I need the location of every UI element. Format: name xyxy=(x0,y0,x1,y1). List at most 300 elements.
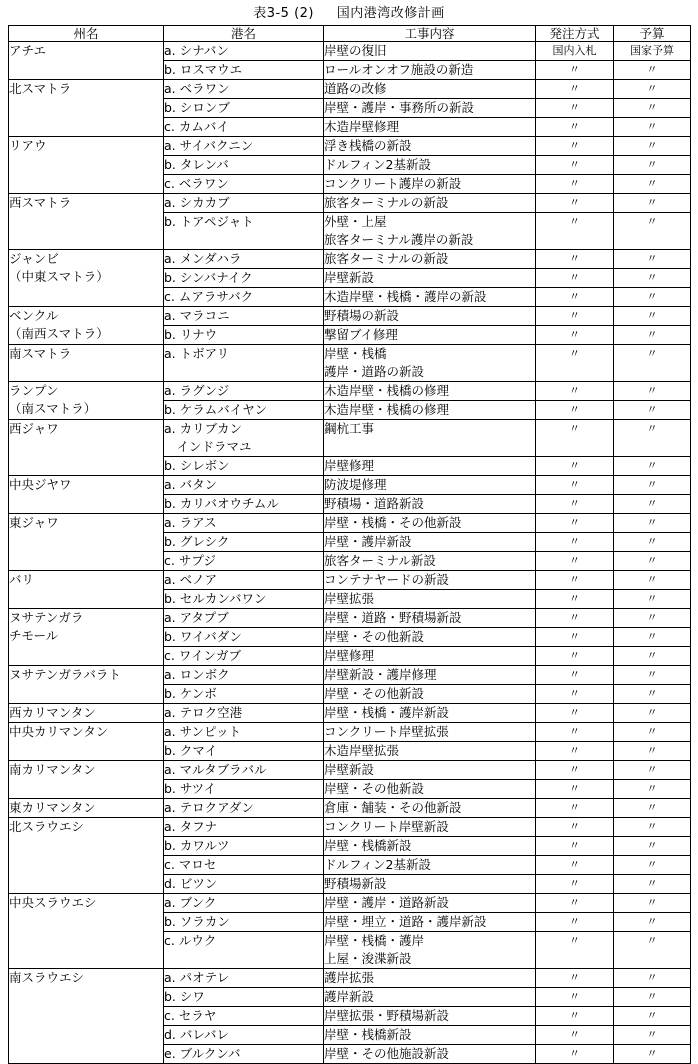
work-content-line: 倉庫・舗装・その他新設 xyxy=(324,800,462,815)
budget xyxy=(614,420,691,457)
table-row xyxy=(9,609,691,628)
table-row xyxy=(9,80,691,99)
province-name xyxy=(9,476,164,514)
work-content xyxy=(324,326,536,345)
order-method xyxy=(536,818,614,837)
budget xyxy=(614,514,691,533)
port-name-line: c. ワインガブ xyxy=(164,648,241,663)
work-content xyxy=(324,704,536,723)
budget-line: 〃 xyxy=(646,328,658,341)
budget-line: 〃 xyxy=(646,687,658,700)
work-content xyxy=(324,932,536,969)
budget-line: 〃 xyxy=(646,82,658,95)
port-name-line: c. サプジ xyxy=(164,553,216,568)
work-content xyxy=(324,818,536,837)
table-row xyxy=(9,250,691,269)
order-method xyxy=(536,628,614,647)
table-row xyxy=(9,307,691,326)
province-name xyxy=(9,307,164,345)
order-method xyxy=(536,533,614,552)
port-name-line: a. トボアリ xyxy=(164,346,230,361)
budget xyxy=(614,628,691,647)
port-name xyxy=(164,628,324,647)
work-content-line: 旅客ターミナルの新設 xyxy=(324,251,449,266)
budget-line: 〃 xyxy=(646,177,658,190)
port-name-line: b. ロスマウエ xyxy=(164,62,243,77)
order-method-line: 〃 xyxy=(569,139,580,152)
order-method-line: 〃 xyxy=(569,215,580,228)
port-name-line: a. サイバクニン xyxy=(164,138,254,153)
order-method xyxy=(536,194,614,213)
port-name-line: b. カリバオウチムル xyxy=(164,496,279,511)
port-name-line: b. シレボン xyxy=(164,458,230,473)
work-content-line: 木造岸壁拡張 xyxy=(324,743,400,758)
budget-line: 〃 xyxy=(646,139,658,152)
port-name xyxy=(164,837,324,856)
order-method xyxy=(536,156,614,175)
port-name xyxy=(164,514,324,533)
port-name-line: d. バレバレ xyxy=(164,1027,230,1042)
province-line: 中央ジヤワ xyxy=(9,477,72,492)
port-name-line: b. ケラムバイヤン xyxy=(164,402,268,417)
budget-line: 〃 xyxy=(646,820,658,833)
port-name-line: b. ケンボ xyxy=(164,686,217,701)
work-content xyxy=(324,61,536,80)
budget xyxy=(614,326,691,345)
order-method-line: 〃 xyxy=(569,934,580,947)
province-line: 南スラウエシ xyxy=(9,970,85,985)
header-province: 州名 xyxy=(9,26,164,42)
work-content xyxy=(324,856,536,875)
table-body xyxy=(9,42,691,1064)
province-line: 南スマトラ xyxy=(9,346,72,361)
work-content xyxy=(324,345,536,382)
province-line: 北スマトラ xyxy=(9,81,72,96)
work-content xyxy=(324,401,536,420)
budget-line: 〃 xyxy=(646,252,658,265)
province-line: 西スマトラ xyxy=(9,195,72,210)
order-method xyxy=(536,514,614,533)
order-method-line: 〃 xyxy=(569,252,580,265)
work-content xyxy=(324,875,536,894)
budget xyxy=(614,213,691,250)
port-name-line: b. グレシク xyxy=(164,534,230,549)
order-method-line: 〃 xyxy=(569,271,580,284)
province-line: チモール xyxy=(9,628,59,643)
table-row xyxy=(9,723,691,742)
work-content-line: 岸壁新設・護岸修理 xyxy=(324,667,437,682)
work-content-line: 岸壁・桟橋 xyxy=(324,346,387,361)
work-content-line: 岸壁・桟橋・その他新設 xyxy=(324,515,462,530)
port-name xyxy=(164,307,324,326)
order-method-line: 〃 xyxy=(569,915,580,928)
work-content xyxy=(324,382,536,401)
port-name xyxy=(164,875,324,894)
order-method-line: 〃 xyxy=(569,630,580,643)
order-method xyxy=(536,571,614,590)
province-name xyxy=(9,609,164,666)
table-row xyxy=(9,420,691,457)
port-name xyxy=(164,99,324,118)
budget-line: 〃 xyxy=(646,763,658,776)
order-method-line: 〃 xyxy=(569,158,580,171)
budget xyxy=(614,288,691,307)
budget-line: 〃 xyxy=(646,63,658,76)
work-content-line: コンクリート岸壁新設 xyxy=(324,819,449,834)
order-method xyxy=(536,401,614,420)
province-line: 中央カリマンタン xyxy=(9,724,109,739)
order-method xyxy=(536,61,614,80)
province-name xyxy=(9,382,164,420)
order-method xyxy=(536,799,614,818)
budget-line: 〃 xyxy=(646,573,658,586)
work-content xyxy=(324,420,536,457)
table-row xyxy=(9,799,691,818)
port-name xyxy=(164,118,324,137)
budget xyxy=(614,761,691,780)
port-name-line: c. ベラワン xyxy=(164,176,229,191)
port-name-line: a. テロクアダン xyxy=(164,800,254,815)
province-name xyxy=(9,818,164,894)
order-method xyxy=(536,326,614,345)
budget xyxy=(614,175,691,194)
port-name xyxy=(164,250,324,269)
port-name-line: c. カムバイ xyxy=(164,119,229,134)
port-improvement-table xyxy=(8,25,691,1064)
budget-line: 〃 xyxy=(646,101,658,114)
port-name xyxy=(164,969,324,988)
port-name xyxy=(164,345,324,382)
order-method-line: 〃 xyxy=(569,820,580,833)
port-name xyxy=(164,685,324,704)
budget xyxy=(614,80,691,99)
table-row xyxy=(9,476,691,495)
order-method-line: 〃 xyxy=(569,177,580,190)
budget-line: 〃 xyxy=(646,384,658,397)
port-name-line: b. サツイ xyxy=(164,781,217,796)
port-name xyxy=(164,401,324,420)
order-method xyxy=(536,988,614,1007)
province-name xyxy=(9,894,164,969)
province-name xyxy=(9,723,164,761)
table-row xyxy=(9,761,691,780)
order-method xyxy=(536,420,614,457)
work-content xyxy=(324,476,536,495)
budget-line: 〃 xyxy=(646,120,658,133)
port-name xyxy=(164,590,324,609)
table-row xyxy=(9,42,691,61)
order-method-line: 〃 xyxy=(569,1028,580,1041)
province-line: 中央スラウエシ xyxy=(9,895,97,910)
budget xyxy=(614,685,691,704)
port-name-line: a. カリブカン xyxy=(164,421,242,436)
work-content xyxy=(324,307,536,326)
budget-line: 〃 xyxy=(646,934,658,947)
port-name xyxy=(164,382,324,401)
order-method xyxy=(536,42,614,61)
budget-line: 〃 xyxy=(646,611,658,624)
order-method-line: 〃 xyxy=(569,347,580,360)
order-method-line: 〃 xyxy=(569,328,580,341)
work-content-line: 岸壁・その他新設 xyxy=(324,686,425,701)
order-method-line: 〃 xyxy=(569,782,580,795)
budget xyxy=(614,1007,691,1026)
order-method xyxy=(536,288,614,307)
order-method-line: 〃 xyxy=(569,573,580,586)
work-content-line: 岸壁・その他施設新設 xyxy=(324,1046,450,1061)
order-method-line: 〃 xyxy=(569,744,580,757)
port-name-line: a. サンピット xyxy=(164,724,241,739)
order-method-line: 〃 xyxy=(569,459,580,472)
order-method-line: 〃 xyxy=(569,668,580,681)
order-method-line: 〃 xyxy=(569,422,580,435)
work-content-line: 岸壁修理 xyxy=(324,648,375,663)
province-name xyxy=(9,969,164,1064)
province-line: （南西スマトラ） xyxy=(9,326,109,341)
port-name xyxy=(164,571,324,590)
work-content-line: 木造岸壁・桟橋の修理 xyxy=(324,383,450,398)
province-line: ヌサテンガラバラト xyxy=(9,667,121,682)
budget-line: 〃 xyxy=(646,271,658,284)
work-content-line: 道路の改修 xyxy=(324,81,387,96)
work-content-line: 野積場・道路新設 xyxy=(324,496,425,511)
budget xyxy=(614,457,691,476)
work-content-line: 木造岸壁修理 xyxy=(324,119,400,134)
province-name xyxy=(9,514,164,571)
work-content-line: コンテナヤードの新設 xyxy=(324,572,450,587)
province-name xyxy=(9,420,164,476)
budget xyxy=(614,137,691,156)
budget-line: 〃 xyxy=(646,290,658,303)
port-name xyxy=(164,647,324,666)
budget-line: 〃 xyxy=(646,196,658,209)
work-content xyxy=(324,988,536,1007)
order-method-line: 〃 xyxy=(569,611,580,624)
budget-line: 〃 xyxy=(646,347,658,360)
budget-line: 〃 xyxy=(646,535,658,548)
port-name xyxy=(164,552,324,571)
port-name xyxy=(164,42,324,61)
order-method-line: 〃 xyxy=(569,516,580,529)
order-method-line: 〃 xyxy=(569,971,580,984)
budget xyxy=(614,704,691,723)
order-method xyxy=(536,685,614,704)
port-name-line: e. ブルクンバ xyxy=(164,1046,241,1061)
port-name-line: b. シンバナイク xyxy=(164,270,253,285)
budget-line: 〃 xyxy=(646,801,658,814)
budget-line: 〃 xyxy=(646,706,658,719)
port-name-line: b. タレンバ xyxy=(164,157,229,172)
work-content xyxy=(324,194,536,213)
port-name-line: b. シワ xyxy=(164,989,205,1004)
province-name xyxy=(9,666,164,704)
work-content xyxy=(324,837,536,856)
order-method xyxy=(536,666,614,685)
order-method xyxy=(536,932,614,969)
budget-line: 〃 xyxy=(646,971,658,984)
order-method xyxy=(536,250,614,269)
work-content-line: 旅客ターミナル護岸の新設 xyxy=(324,232,474,247)
province-name xyxy=(9,250,164,307)
header-port: 港名 xyxy=(164,26,324,42)
work-content-line: 木造岸壁・桟橋・護岸の新設 xyxy=(324,289,487,304)
port-name xyxy=(164,61,324,80)
budget-line: 〃 xyxy=(646,478,658,491)
order-method xyxy=(536,704,614,723)
order-method xyxy=(536,969,614,988)
port-name xyxy=(164,818,324,837)
table-row xyxy=(9,969,691,988)
port-name-line: a. シカカブ xyxy=(164,195,230,210)
header-method: 発注方式 xyxy=(536,26,614,42)
budget-line: 〃 xyxy=(646,668,658,681)
order-method xyxy=(536,780,614,799)
port-name xyxy=(164,1026,324,1045)
work-content xyxy=(324,175,536,194)
budget-line: 〃 xyxy=(646,1047,658,1060)
budget-line: 〃 xyxy=(646,403,658,416)
port-name xyxy=(164,457,324,476)
budget xyxy=(614,875,691,894)
order-method xyxy=(536,476,614,495)
budget-line: 〃 xyxy=(646,877,658,890)
budget-line: 〃 xyxy=(646,215,658,228)
order-method-line: 〃 xyxy=(569,839,580,852)
work-content xyxy=(324,969,536,988)
table-row xyxy=(9,818,691,837)
work-content xyxy=(324,269,536,288)
work-content xyxy=(324,894,536,913)
work-content xyxy=(324,457,536,476)
work-content-line: ロールオンオフ施設の新造 xyxy=(324,62,474,77)
order-method-line: 〃 xyxy=(569,858,580,871)
province-name xyxy=(9,704,164,723)
order-method xyxy=(536,382,614,401)
budget xyxy=(614,1045,691,1064)
port-name xyxy=(164,156,324,175)
work-content xyxy=(324,495,536,514)
province-name xyxy=(9,194,164,250)
work-content xyxy=(324,156,536,175)
budget xyxy=(614,194,691,213)
budget xyxy=(614,799,691,818)
port-name-line: a. ベラワン xyxy=(164,81,230,96)
port-name-line: d. ビツン xyxy=(164,876,218,891)
province-line: 東ジャワ xyxy=(9,515,59,530)
budget xyxy=(614,780,691,799)
budget-line: 〃 xyxy=(646,459,658,472)
table-row xyxy=(9,704,691,723)
order-method-line: 〃 xyxy=(569,63,580,76)
work-content xyxy=(324,213,536,250)
order-method xyxy=(536,495,614,514)
budget-line: 〃 xyxy=(646,554,658,567)
port-name xyxy=(164,194,324,213)
province-name xyxy=(9,42,164,80)
budget xyxy=(614,42,691,61)
order-method-line: 〃 xyxy=(569,706,580,719)
order-method xyxy=(536,913,614,932)
work-content xyxy=(324,533,536,552)
budget-line: 〃 xyxy=(646,725,658,738)
order-method-line: 〃 xyxy=(569,196,580,209)
order-method-line: 〃 xyxy=(569,687,580,700)
order-method xyxy=(536,137,614,156)
order-method-line: 〃 xyxy=(569,1009,580,1022)
province-line: アチエ xyxy=(9,43,47,58)
work-content-line: ドルフィン2基新設 xyxy=(324,157,431,172)
budget xyxy=(614,913,691,932)
work-content xyxy=(324,80,536,99)
province-name xyxy=(9,571,164,609)
budget xyxy=(614,495,691,514)
port-name-line: a. テロク空港 xyxy=(164,705,243,720)
province-line: 南カリマンタン xyxy=(9,762,96,777)
budget xyxy=(614,837,691,856)
order-method xyxy=(536,307,614,326)
port-name-line: a. マルタブラバル xyxy=(164,762,267,777)
work-content-line: 護岸・道路の新設 xyxy=(324,364,425,379)
work-content-line: ドルフィン2基新設 xyxy=(324,857,431,872)
work-content xyxy=(324,288,536,307)
port-name-line: c. セラヤ xyxy=(164,1008,217,1023)
budget-line: 〃 xyxy=(646,158,658,171)
port-name-line: a. シナバン xyxy=(164,43,229,58)
work-content-line: 外壁・上屋 xyxy=(324,214,387,229)
budget-line: 〃 xyxy=(646,858,658,871)
budget-line: 〃 xyxy=(646,309,658,322)
work-content xyxy=(324,118,536,137)
port-name-line: b. セルカンバワン xyxy=(164,591,267,606)
budget xyxy=(614,401,691,420)
work-content-line: 岸壁・その他新設 xyxy=(324,629,425,644)
port-name-line: a. パオテレ xyxy=(164,970,230,985)
work-content-line: 上屋・浚渫新設 xyxy=(324,951,412,966)
budget-line: 〃 xyxy=(646,592,658,605)
order-method-line: 国内入札 xyxy=(552,44,597,57)
budget xyxy=(614,969,691,988)
province-line: ベンクル xyxy=(9,308,59,323)
table-title: 表3-5 (2) 国内港湾改修計画 xyxy=(253,6,445,21)
budget-line: 〃 xyxy=(646,990,658,1003)
port-name-line: b. カワルツ xyxy=(164,838,230,853)
port-name xyxy=(164,80,324,99)
order-method xyxy=(536,269,614,288)
budget-line: 〃 xyxy=(646,744,658,757)
order-method-line: 〃 xyxy=(569,82,580,95)
work-content-line: コンクリート岸壁拡張 xyxy=(324,724,449,739)
order-method xyxy=(536,1007,614,1026)
province-line: リアウ xyxy=(9,138,47,153)
budget-line: 〃 xyxy=(646,422,658,435)
order-method-line: 〃 xyxy=(569,763,580,776)
port-name-line: インドラマユ xyxy=(164,439,252,454)
budget-line: 〃 xyxy=(646,782,658,795)
table-row xyxy=(9,137,691,156)
budget xyxy=(614,307,691,326)
work-content xyxy=(324,628,536,647)
province-line: 西ジャワ xyxy=(9,421,59,436)
port-name-line: a. バタン xyxy=(164,477,218,492)
order-method xyxy=(536,1026,614,1045)
work-content xyxy=(324,1045,536,1064)
work-content xyxy=(324,685,536,704)
order-method-line: 〃 xyxy=(569,1047,580,1060)
work-content xyxy=(324,137,536,156)
order-method-line: 〃 xyxy=(569,497,580,510)
work-content-line: 護岸拡張 xyxy=(324,970,375,985)
port-name xyxy=(164,780,324,799)
